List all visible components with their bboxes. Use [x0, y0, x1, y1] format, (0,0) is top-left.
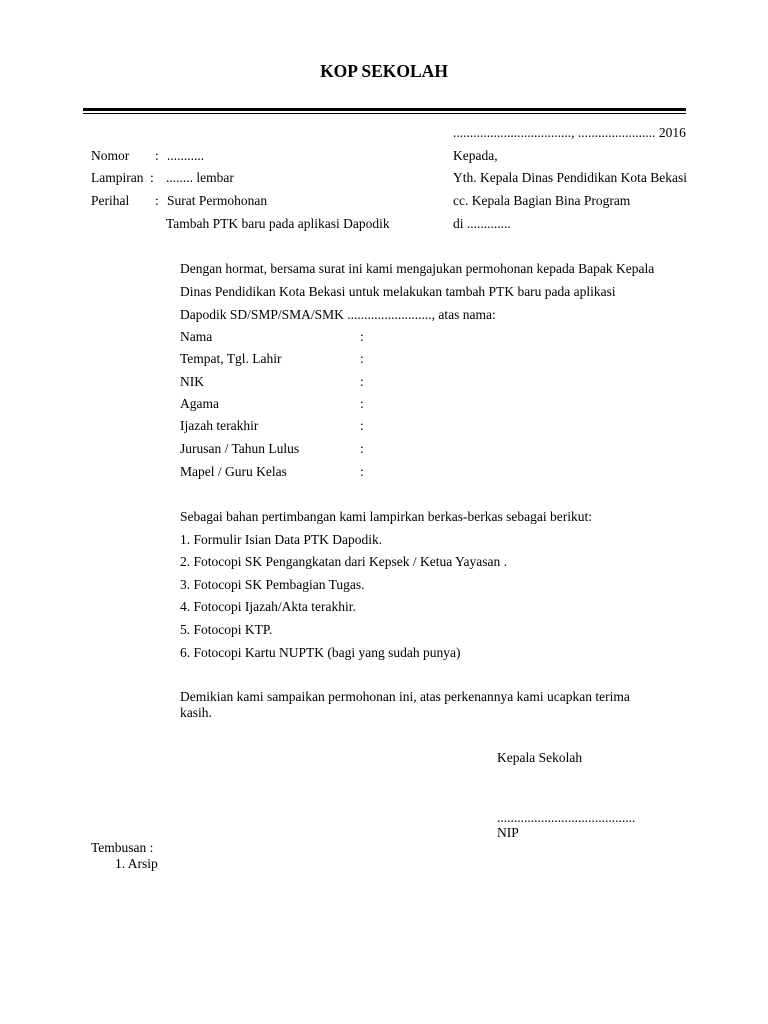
intro-line: Dapodik SD/SMP/SMA/SMK ........................., atas nama:	[180, 307, 496, 322]
attachment-item: 5. Fotocopi KTP.	[180, 622, 273, 637]
field-label: Jurusan / Tahun Lulus	[180, 441, 300, 456]
letterhead-rule-thick	[83, 108, 686, 111]
attachment-item: 6. Fotocopi Kartu NUPTK (bagi yang sudah punya)	[180, 645, 461, 660]
intro-line: Dinas Pendidikan Kota Bekasi untuk melakukan tambah PTK baru pada aplikasi	[180, 284, 616, 299]
field-label: Nama	[180, 329, 213, 344]
field-sep: :	[360, 351, 364, 366]
field-sep: :	[360, 396, 364, 411]
field-label: Mapel / Guru Kelas	[180, 464, 287, 479]
cc-item: 1. Arsip	[115, 856, 158, 871]
recipient-line: Yth. Kepala Dinas Pendidikan Kota Bekasi	[453, 170, 687, 185]
meta-value-perihal: Surat Permohonan	[167, 193, 268, 208]
signature-dots: .........................................	[497, 810, 636, 825]
field-label: Tempat, Tgl. Lahir	[180, 351, 282, 366]
meta-sep-perihal: :	[155, 193, 159, 208]
meta-sep-lampiran: :	[150, 170, 154, 185]
meta-label-nomor: Nomor	[91, 148, 130, 163]
intro-line: Dengan hormat, bersama surat ini kami mengajukan permohonan kepada Bapak Kepala	[180, 261, 655, 276]
field-sep: :	[360, 464, 364, 479]
field-sep: :	[360, 374, 364, 389]
cc-label: Tembusan :	[91, 840, 154, 855]
meta-value-perihal-line2: Tambah PTK baru pada aplikasi Dapodik	[166, 216, 390, 231]
recipient-line: di .............	[453, 216, 511, 231]
field-sep: :	[360, 418, 364, 433]
meta-sep-nomor: :	[155, 148, 159, 163]
recipient-line: Kepada,	[453, 148, 498, 163]
signature-title: Kepala Sekolah	[497, 750, 583, 765]
attachments-intro: Sebagai bahan pertimbangan kami lampirkan berkas-berkas sebagai berikut:	[180, 509, 592, 524]
closing-line: kasih.	[180, 705, 212, 720]
meta-value-lampiran: ........ lembar	[166, 170, 234, 185]
attachment-item: 2. Fotocopi SK Pengangkatan dari Kepsek / Ketua Yayasan .	[180, 554, 507, 569]
field-sep: :	[360, 329, 364, 344]
closing-line: Demikian kami sampaikan permohonan ini, atas perkenannya kami ucapkan terima	[180, 689, 630, 704]
attachment-item: 1. Formulir Isian Data PTK Dapodik.	[180, 532, 383, 547]
letterhead-title: KOP SEKOLAH	[320, 61, 448, 81]
meta-value-nomor: ...........	[167, 148, 205, 163]
meta-label-perihal: Perihal	[91, 193, 130, 208]
field-label: Agama	[180, 396, 219, 411]
attachment-item: 3. Fotocopi SK Pembagian Tugas.	[180, 577, 365, 592]
field-label: NIK	[180, 374, 204, 389]
meta-label-lampiran: Lampiran	[91, 170, 144, 185]
field-sep: :	[360, 441, 364, 456]
date-line: ..................................., ....................... 2016	[453, 125, 686, 140]
field-label: Ijazah terakhir	[180, 418, 259, 433]
recipient-line: cc. Kepala Bagian Bina Program	[453, 193, 631, 208]
signature-nip: NIP	[497, 825, 519, 840]
letterhead-rule-thin	[83, 113, 686, 114]
attachment-item: 4. Fotocopi Ijazah/Akta terakhir.	[180, 599, 356, 614]
